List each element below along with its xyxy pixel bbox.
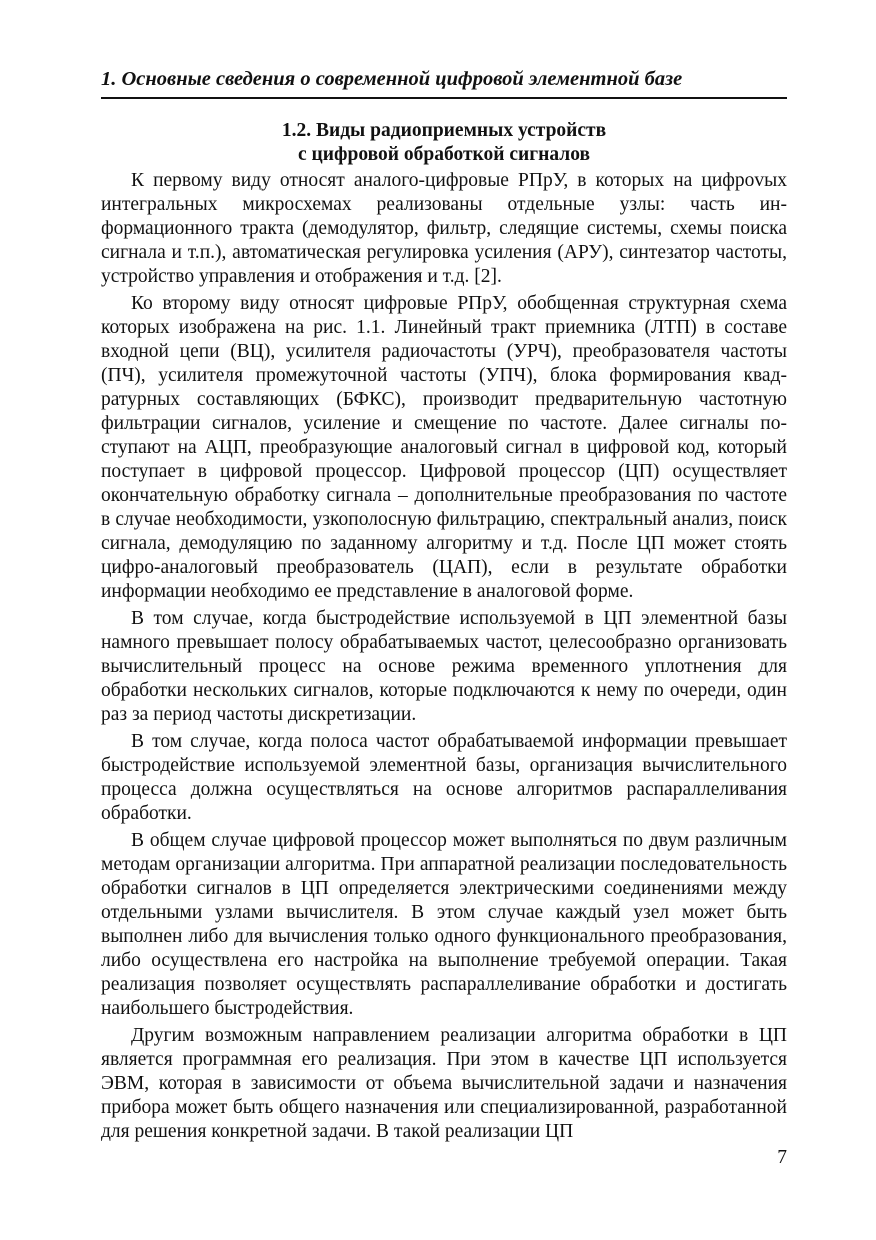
- paragraph-6: Другим возможным направлением реализации алгоритма обработки в ЦП является программная его реализация. При этом в качестве ЦП используется ЭВМ, которая в зависимости от объема вычислительной задачи и назначения прибора может быть общего назначения или специализированной, разработанной для решения конкретной задачи. В такой реализации ЦП: [101, 1025, 787, 1142]
- page-number: 7: [777, 1147, 787, 1168]
- paragraph-2: Ко второму виду относят цифровые РПрУ, обобщенная структурная схема которых изображена на рис. 1.1. Линейный тракт приемника (ЛТП) в составе входной цепи (ВЦ), усилителя радиочастоты (УРЧ), преобразователя частоты (ПЧ), усилителя промежуточной частоты (УПЧ), блока формирования квадратурных составляющих (БФКС), производит предварительную частотную фильтрации сигналов, усиление и смещение по частоте. Далее сигналы поступают на АЦП, преобразующие аналоговый сигнал в цифровой код, который поступает в цифровой процессор. Цифровой процессор (ЦП) осуществляет окончательную обработку сигнала – дополнительные преобразования по частоте в случае необходимости, узкополосную фильтрацию, спектральный анализ, поиск сигнала, демодуляцию по заданному алгоритму и т.д. После ЦП может стоять цифро-аналоговый преобразователь (ЦАП), если в результате обработки информации необходимо ее представление в аналоговой форме.: [101, 293, 787, 602]
- section-title-line-2: с цифровой обработкой сигналов: [298, 144, 590, 165]
- running-header: 1. Основные сведения о современной цифровой элементной базе: [101, 64, 787, 99]
- section-title: [101, 119, 787, 167]
- book-page: [101, 64, 787, 1168]
- paragraph-5: В общем случае цифровой процессор может выполняться по двум различным методам организации алгоритма. При аппаратной реализации последовательность обработки сигналов в ЦП определяется электрическими соединениями между отдельными узлами вычислителя. В этом случае каждый узел может быть выполнен либо для вычисления только одного функционального преобразования, либо осуществлена его настройка на выполнение требуемой операции. Такая реализация позволяет осуществлять распараллеливание обработки и достигать наибольшего быстродействия.: [101, 830, 787, 1019]
- paragraph-4: В том случае, когда полоса частот обрабатываемой информации превышает быстродействие используемой элементной базы, организация вычислительного процесса должна осуществляться на основе алгоритмов распараллеливания обработки.: [101, 731, 787, 824]
- body-text: [101, 169, 787, 1144]
- paragraph-3: В том случае, когда быстродействие используемой в ЦП элементной базы намного превышает полосу обрабатываемых частот, целесообразно организовать вычислительный процесс на основе режима временного уплотнения для обработки нескольких сигналов, которые подключаются к нему по очереди, один раз за период частоты дискретизации.: [101, 608, 787, 725]
- paragraph-1: К первому виду относят аналого-цифровые РПрУ, в которых на цифроvых интегральных микросхемах реализованы отдельные узлы: часть информационного тракта (демодулятор, фильтр, следящие системы, схемы поиска сигнала и т.п.), автоматическая регулировка усиления (АРУ), синтезатор частоты, устройство управления и отображения и т.д. [2].: [101, 170, 787, 287]
- section-title-line-1: 1.2. Виды радиоприемных устройств: [281, 120, 607, 141]
